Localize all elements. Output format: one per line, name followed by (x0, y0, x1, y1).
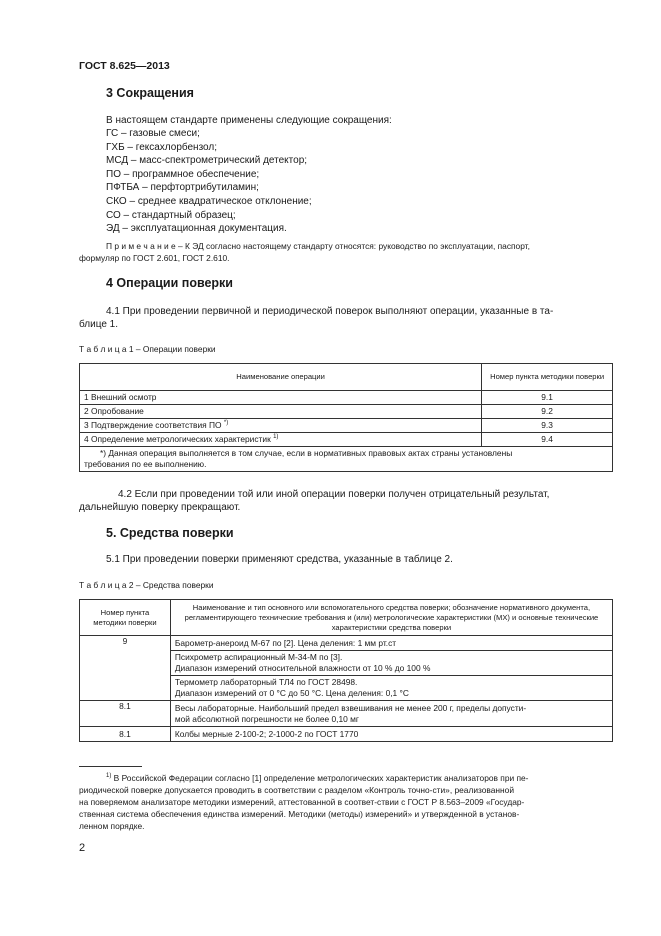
abbreviation-item: ПО – программное обеспечение; (106, 168, 260, 180)
paragraph-4-2: 4.2 Если при проведении той или иной операции поверки получен отрицательный результат, (118, 489, 550, 500)
section-3-title: 3 Сокращения (106, 86, 194, 100)
paragraph-4-2-cont: дальнейшую поверку прекращают. (79, 502, 241, 513)
footnote-mark: 1) (273, 434, 279, 441)
footnote-line: риодической поверке допускается проводить в соответствии с разделом «Контроль точно-сти», реализованной (79, 785, 515, 795)
table-row (80, 391, 613, 405)
section-3-intro: В настоящем стандарте применены следующие сокращения: (106, 115, 392, 126)
table-2-header-method-number: Номер пункта методики поверки (80, 600, 171, 636)
method-number: 9.1 (482, 391, 613, 405)
table-2 (79, 599, 613, 742)
table-2-title: 2 – Средства поверки (126, 580, 214, 590)
instrument-line: Весы лабораторные. Наибольший предел взвешивания не менее 200 г, пределы допусти- (174, 702, 527, 713)
abbreviation-item: ГХБ – гексахлорбензол; (106, 141, 218, 153)
method-number: 9.3 (482, 419, 613, 433)
footnote-line: на поверяемом анализаторе методики измерений, аттестованной в соответ-ствии с ГОСТ Р 8.563–2009 «Государ- (79, 797, 525, 807)
table-1 (79, 363, 613, 472)
table-1-header-method-number: Номер пункта методики поверки (482, 364, 613, 391)
note-text: – К ЭД согласно настоящему стандарту относятся: руководство по эксплуатации, паспорт, (175, 241, 530, 251)
section-3-note-cont: формуляр по ГОСТ 2.601, ГОСТ 2.610. (79, 253, 230, 263)
paragraph-4-1: 4.1 При проведении первичной и периодической поверок выполняют операции, указанные в та- (106, 306, 554, 317)
note-label: П р и м е ч а н и е (106, 241, 176, 251)
abbreviation-item: СО – стандартный образец; (106, 209, 236, 221)
instrument-line: Термометр лабораторный ТЛ4 по ГОСТ 28498. (174, 677, 358, 687)
instrument-line: Психрометр аспирационный М-34-М по [3]. (174, 652, 343, 662)
method-number: 9.2 (482, 405, 613, 419)
operation-name: 2 Опробование (80, 405, 482, 419)
section-5-title: 5. Средства поверки (106, 526, 234, 540)
table-1-footnote-line1: *) Данная операция выполняется в том случае, если в нормативных правовых актах страны установлены (100, 448, 513, 458)
table-row (80, 636, 613, 651)
footnote-line: ленном порядке. (79, 821, 145, 831)
instrument-description: Барометр-анероид М-67 по [2]. Цена деления: 1 мм рт.ст (170, 636, 612, 651)
table-row (80, 419, 613, 433)
instrument-description: Колбы мерные 2-100-2; 2-1000-2 по ГОСТ 1770 (170, 727, 612, 742)
footnote-mark: *) (223, 420, 229, 427)
footnote-separator (79, 766, 142, 767)
table-row (80, 701, 613, 727)
table-footnote-row (80, 447, 613, 472)
footnote-line (79, 772, 615, 784)
page-footnote (79, 772, 615, 832)
method-number: 9 (80, 636, 171, 701)
instrument-description (170, 676, 612, 701)
table-1-title: 1 – Операции поверки (126, 344, 216, 354)
instrument-description (170, 701, 612, 727)
footnote-line: ственная система обеспечения единства измерений. Методики (методы) измерений» и утвержденной в установ- (79, 809, 520, 819)
method-number: 8.1 (80, 701, 171, 727)
table-1-footnote (80, 447, 613, 472)
footnote-text: В Российской Федерации согласно [1] определение метрологических характеристик анализаторов при пе- (111, 773, 529, 783)
abbreviation-item: СКО – среднее квадратическое отклонение; (106, 195, 312, 207)
footnote-mark: 1) (106, 773, 112, 780)
section-3-note (106, 240, 616, 252)
table-row (80, 433, 613, 447)
method-number: 8.1 (80, 727, 171, 742)
operation-name-cell (80, 433, 482, 447)
table-1-footnote-line2: требования по ее выполнению. (84, 459, 207, 469)
table-1-header-operation: Наименование операции (80, 364, 482, 391)
operation-name: 4 Определение метрологических характеристик (84, 434, 274, 444)
table-2-header-description: Наименование и тип основного или вспомогательного средства поверки; обозначение нормативного документа, регламентирующего технические требования и (или) метрологические характеристики (МХ) и основные технические характеристики средства поверки (170, 600, 612, 636)
section-4-title: 4 Операции поверки (106, 276, 233, 290)
table-1-caption (79, 343, 216, 355)
instrument-line: Диапазон измерений от 0 °С до 50 °С. Цена деления: 0,1 °С (174, 688, 409, 698)
table-2-label: Т а б л и ц а (79, 580, 127, 590)
page-number: 2 (79, 842, 86, 854)
paragraph-5-1: 5.1 При проведении поверки применяют средства, указанные в таблице 2. (106, 554, 453, 565)
abbreviation-list (106, 127, 312, 236)
paragraph-4-1-cont: блице 1. (79, 319, 118, 330)
abbreviation-item: ЭД – эксплуатационная документация. (106, 223, 287, 235)
instrument-description (170, 651, 612, 676)
table-row (80, 727, 613, 742)
document-header: ГОСТ 8.625—2013 (79, 60, 170, 72)
table-1-label: Т а б л и ц а (79, 344, 127, 354)
operation-name-cell (80, 419, 482, 433)
method-number: 9.4 (482, 433, 613, 447)
operation-name: 3 Подтверждение соответствия ПО (84, 420, 224, 430)
abbreviation-item: МСД – масс-спектрометрический детектор; (106, 155, 308, 167)
operation-name: 1 Внешний осмотр (80, 391, 482, 405)
instrument-line: мой абсолютной погрешности не более 0,10 мг (174, 713, 359, 724)
instrument-line: Диапазон измерений относительной влажности от 10 % до 100 % (174, 663, 431, 673)
abbreviation-item: ГС – газовые смеси; (106, 128, 200, 139)
table-2-caption (79, 579, 214, 591)
table-row (80, 405, 613, 419)
abbreviation-item: ПФТБА – перфтортрибутиламин; (106, 182, 259, 194)
